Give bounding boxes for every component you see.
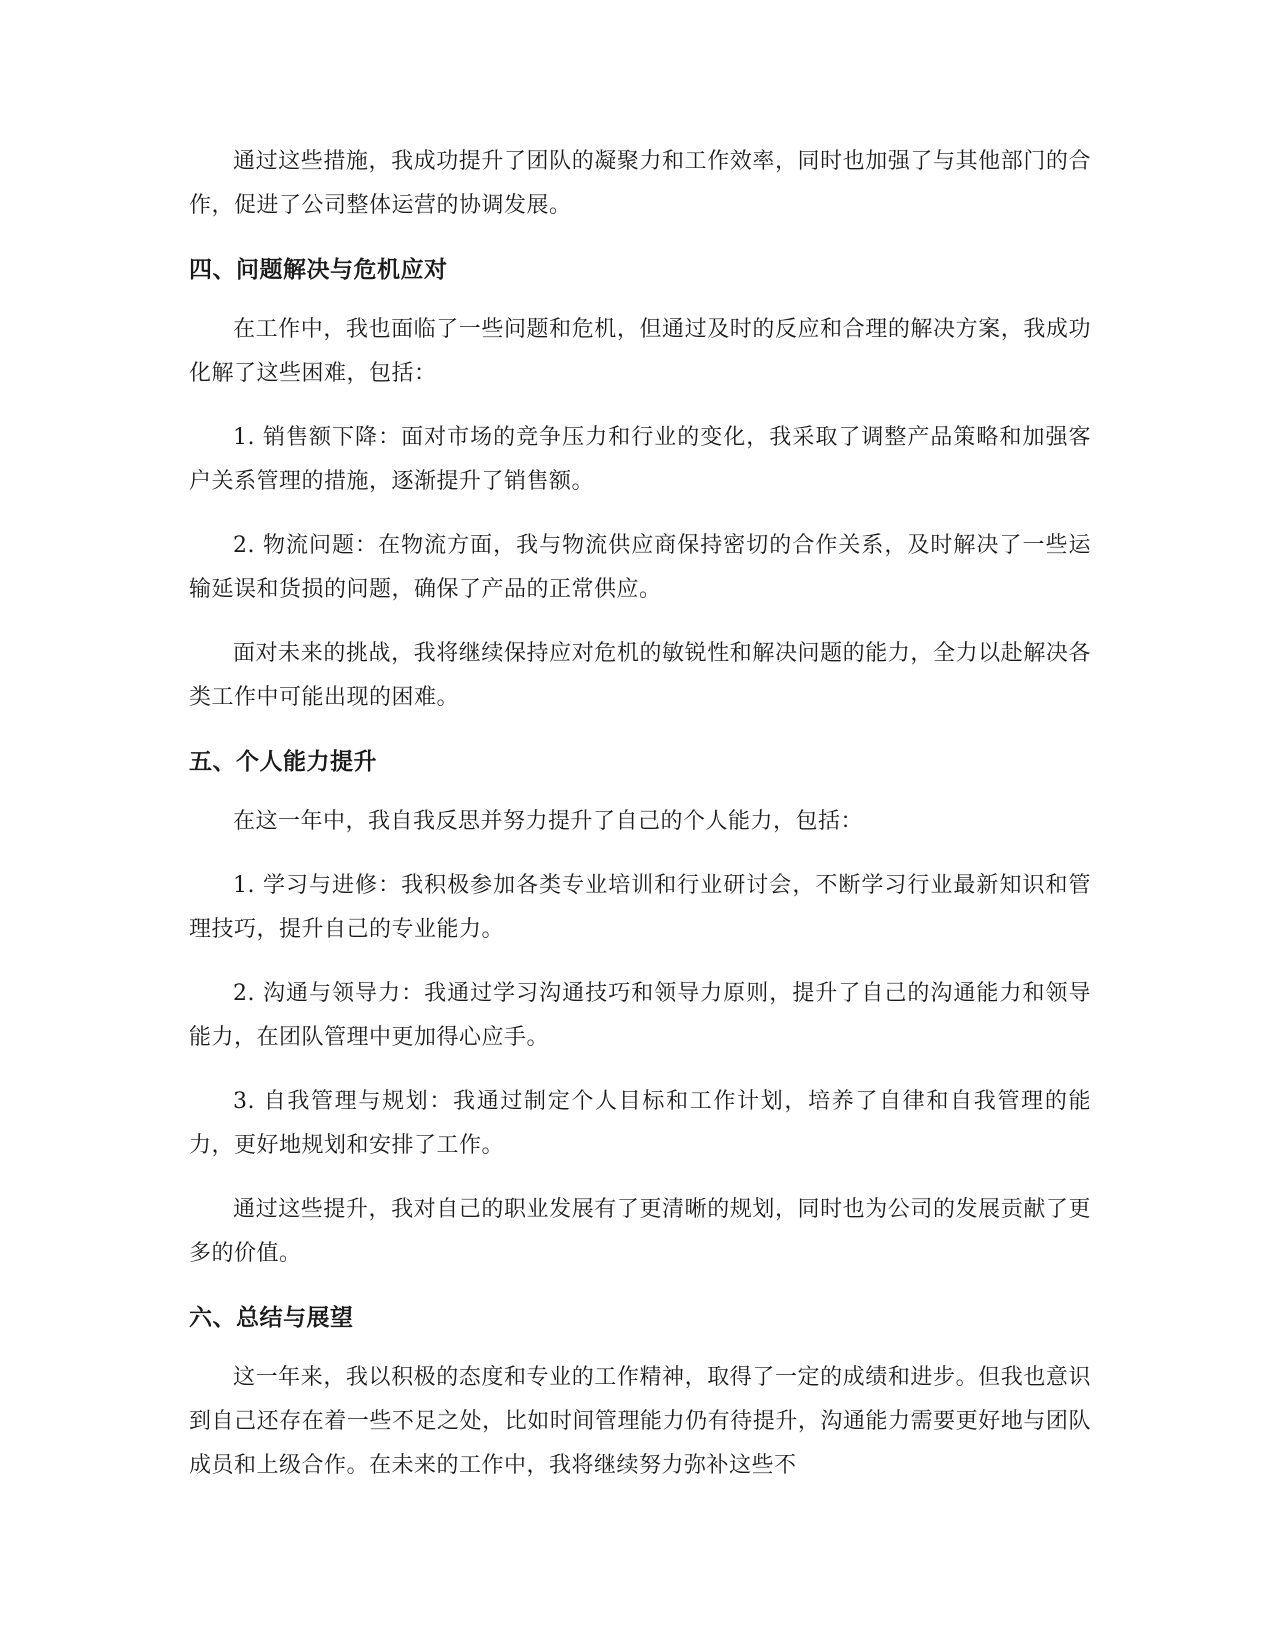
list-item-self-management: 3. 自我管理与规划：我通过制定个人目标和工作计划，培养了自律和自我管理的能力，更好地规划和安排了工作。 (189, 1089, 1091, 1158)
document-body (189, 140, 1091, 1508)
section-heading-summary: 六、总结与展望 (189, 1305, 354, 1331)
paragraph-summary: 这一年来，我以积极的态度和专业的工作精神，取得了一定的成绩和进步。但我也意识到自己还存在着一些不足之处，比如时间管理能力仍有待提升，沟通能力需要更好地与团队成员和上级合作。在未来的工作中，我将继续努力弥补这些不 (189, 1365, 1091, 1478)
section-heading-personal-growth: 五、个人能力提升 (189, 749, 377, 775)
paragraph-growth-result: 通过这些提升，我对自己的职业发展有了更清晰的规划，同时也为公司的发展贡献了更多的价值。 (189, 1197, 1091, 1266)
paragraph-future-challenges: 面对未来的挑战，我将继续保持应对危机的敏锐性和解决问题的能力，全力以赴解决各类工作中可能出现的困难。 (189, 641, 1091, 710)
paragraph-measures-result: 通过这些措施，我成功提升了团队的凝聚力和工作效率，同时也加强了与其他部门的合作，促进了公司整体运营的协调发展。 (189, 149, 1091, 218)
list-item-sales-decline: 1. 销售额下降：面对市场的竞争压力和行业的变化，我采取了调整产品策略和加强客户关系管理的措施，逐渐提升了销售额。 (189, 425, 1091, 494)
paragraph-problem-intro: 在工作中，我也面临了一些问题和危机，但通过及时的反应和合理的解决方案，我成功化解了这些困难，包括： (189, 317, 1091, 386)
paragraph-growth-intro: 在这一年中，我自我反思并努力提升了自己的个人能力，包括： (233, 809, 864, 834)
section-heading-problem-solving: 四、问题解决与危机应对 (189, 257, 448, 283)
list-item-learning: 1. 学习与进修：我积极参加各类专业培训和行业研讨会，不断学习行业最新知识和管理技巧，提升自己的专业能力。 (189, 873, 1091, 942)
list-item-communication: 2. 沟通与领导力：我通过学习沟通技巧和领导力原则，提升了自己的沟通能力和领导能力，在团队管理中更加得心应手。 (189, 981, 1091, 1050)
list-item-logistics: 2. 物流问题：在物流方面，我与物流供应商保持密切的合作关系，及时解决了一些运输延误和货损的问题，确保了产品的正常供应。 (189, 533, 1091, 602)
